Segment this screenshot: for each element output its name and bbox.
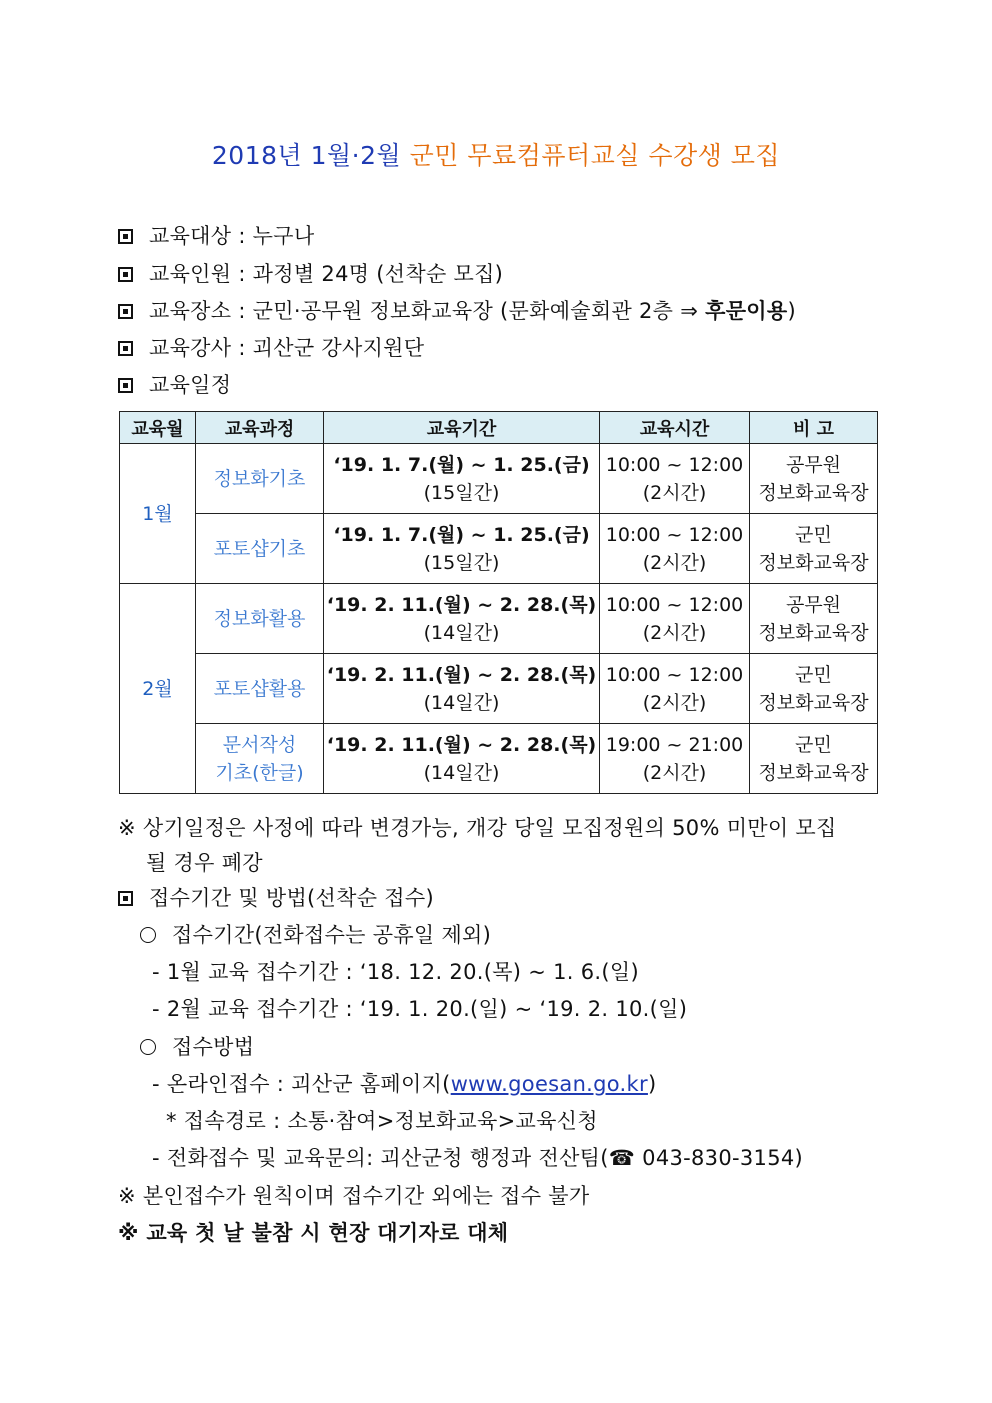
reception-method-title: 접수방법: [140, 1031, 254, 1061]
note-cell: 군민 정보화교육장: [750, 654, 878, 724]
change-notice-line1: ※ 상기일정은 사정에 따라 변경가능, 개강 당일 모집정원의 50% 미만이 모집: [118, 816, 837, 840]
course-cell: 포토샵활용: [196, 654, 324, 724]
square-bullet-icon: [118, 891, 133, 906]
online-reception: - 온라인접수 : 괴산군 홈페이지(www.goesan.go.kr): [152, 1072, 657, 1096]
square-bullet-icon: [118, 229, 133, 244]
phone-reception: - 전화접수 및 교육문의: 괴산군청 행정과 전산팀(☎ 043-830-3154): [152, 1146, 804, 1170]
info-target: 교육대상 : 누구나: [118, 220, 314, 250]
month-cell: 2월: [120, 584, 196, 794]
reception-title: 접수기간 및 방법(선착순 접수): [118, 882, 434, 912]
self-reception-notice: ※ 본인접수가 원칙이며 접수기간 외에는 접수 불가: [118, 1184, 590, 1208]
reception-period-jan: - 1월 교육 접수기간 : ‘18. 12. 20.(목) ~ 1. 6.(일): [152, 960, 639, 984]
table-header-row: [120, 412, 878, 444]
course-cell: 문서작성 기초(한글): [196, 724, 324, 794]
header-note: 비 고: [750, 412, 878, 444]
header-period: 교육기간: [324, 412, 600, 444]
period-cell: ‘19. 2. 11.(월) ~ 2. 28.(목) (14일간): [324, 724, 600, 794]
absence-notice: ※ 교육 첫 날 불참 시 현장 대기자로 대체: [118, 1221, 509, 1245]
square-bullet-icon: [118, 378, 133, 393]
page-title: [0, 136, 992, 172]
circle-bullet-icon: [140, 927, 156, 943]
period-cell: ‘19. 1. 7.(월) ~ 1. 25.(금) (15일간): [324, 514, 600, 584]
header-time: 교육시간: [600, 412, 750, 444]
time-cell: 10:00 ~ 12:00 (2시간): [600, 444, 750, 514]
table-row: [120, 444, 878, 514]
square-bullet-icon: [118, 267, 133, 282]
course-cell: 포토샵기초: [196, 514, 324, 584]
homepage-link[interactable]: www.goesan.go.kr: [450, 1072, 648, 1096]
circle-bullet-icon: [140, 1039, 156, 1055]
table-row: [120, 724, 878, 794]
note-cell: 공무원 정보화교육장: [750, 444, 878, 514]
table-row: [120, 514, 878, 584]
info-schedule: 교육일정: [118, 369, 231, 399]
title-main: 군민 무료컴퓨터교실 수강생 모집: [409, 141, 781, 170]
course-cell: 정보화기초: [196, 444, 324, 514]
course-cell: 정보화활용: [196, 584, 324, 654]
time-cell: 19:00 ~ 21:00 (2시간): [600, 724, 750, 794]
info-capacity: 교육인원 : 과정별 24명 (선착순 모집): [118, 258, 503, 288]
header-month: 교육월: [120, 412, 196, 444]
table-row: [120, 654, 878, 724]
square-bullet-icon: [118, 304, 133, 319]
period-cell: ‘19. 2. 11.(월) ~ 2. 28.(목) (14일간): [324, 654, 600, 724]
reception-period-title: 접수기간(전화접수는 공휴일 제외): [140, 919, 491, 949]
schedule-table: [119, 411, 878, 794]
period-cell: ‘19. 2. 11.(월) ~ 2. 28.(목) (14일간): [324, 584, 600, 654]
title-date: 2018년 1월·2월: [211, 141, 402, 170]
month-cell: 1월: [120, 444, 196, 584]
change-notice-line2: 될 경우 폐강: [146, 851, 263, 875]
access-route: * 접속경로 : 소통·참여>정보화교육>교육신청: [166, 1109, 598, 1133]
reception-period-feb: - 2월 교육 접수기간 : ‘19. 1. 20.(일) ~ ‘19. 2. 10.(일): [152, 997, 688, 1021]
note-cell: 군민 정보화교육장: [750, 724, 878, 794]
table-row: [120, 584, 878, 654]
time-cell: 10:00 ~ 12:00 (2시간): [600, 514, 750, 584]
info-instructor: 교육강사 : 괴산군 강사지원단: [118, 332, 424, 362]
square-bullet-icon: [118, 341, 133, 356]
time-cell: 10:00 ~ 12:00 (2시간): [600, 654, 750, 724]
period-cell: ‘19. 1. 7.(월) ~ 1. 25.(금) (15일간): [324, 444, 600, 514]
time-cell: 10:00 ~ 12:00 (2시간): [600, 584, 750, 654]
note-cell: 군민 정보화교육장: [750, 514, 878, 584]
header-course: 교육과정: [196, 412, 324, 444]
note-cell: 공무원 정보화교육장: [750, 584, 878, 654]
info-location: 교육장소 : 군민·공무원 정보화교육장 (문화예술회관 2층 ⇒ 후문이용): [118, 295, 796, 325]
